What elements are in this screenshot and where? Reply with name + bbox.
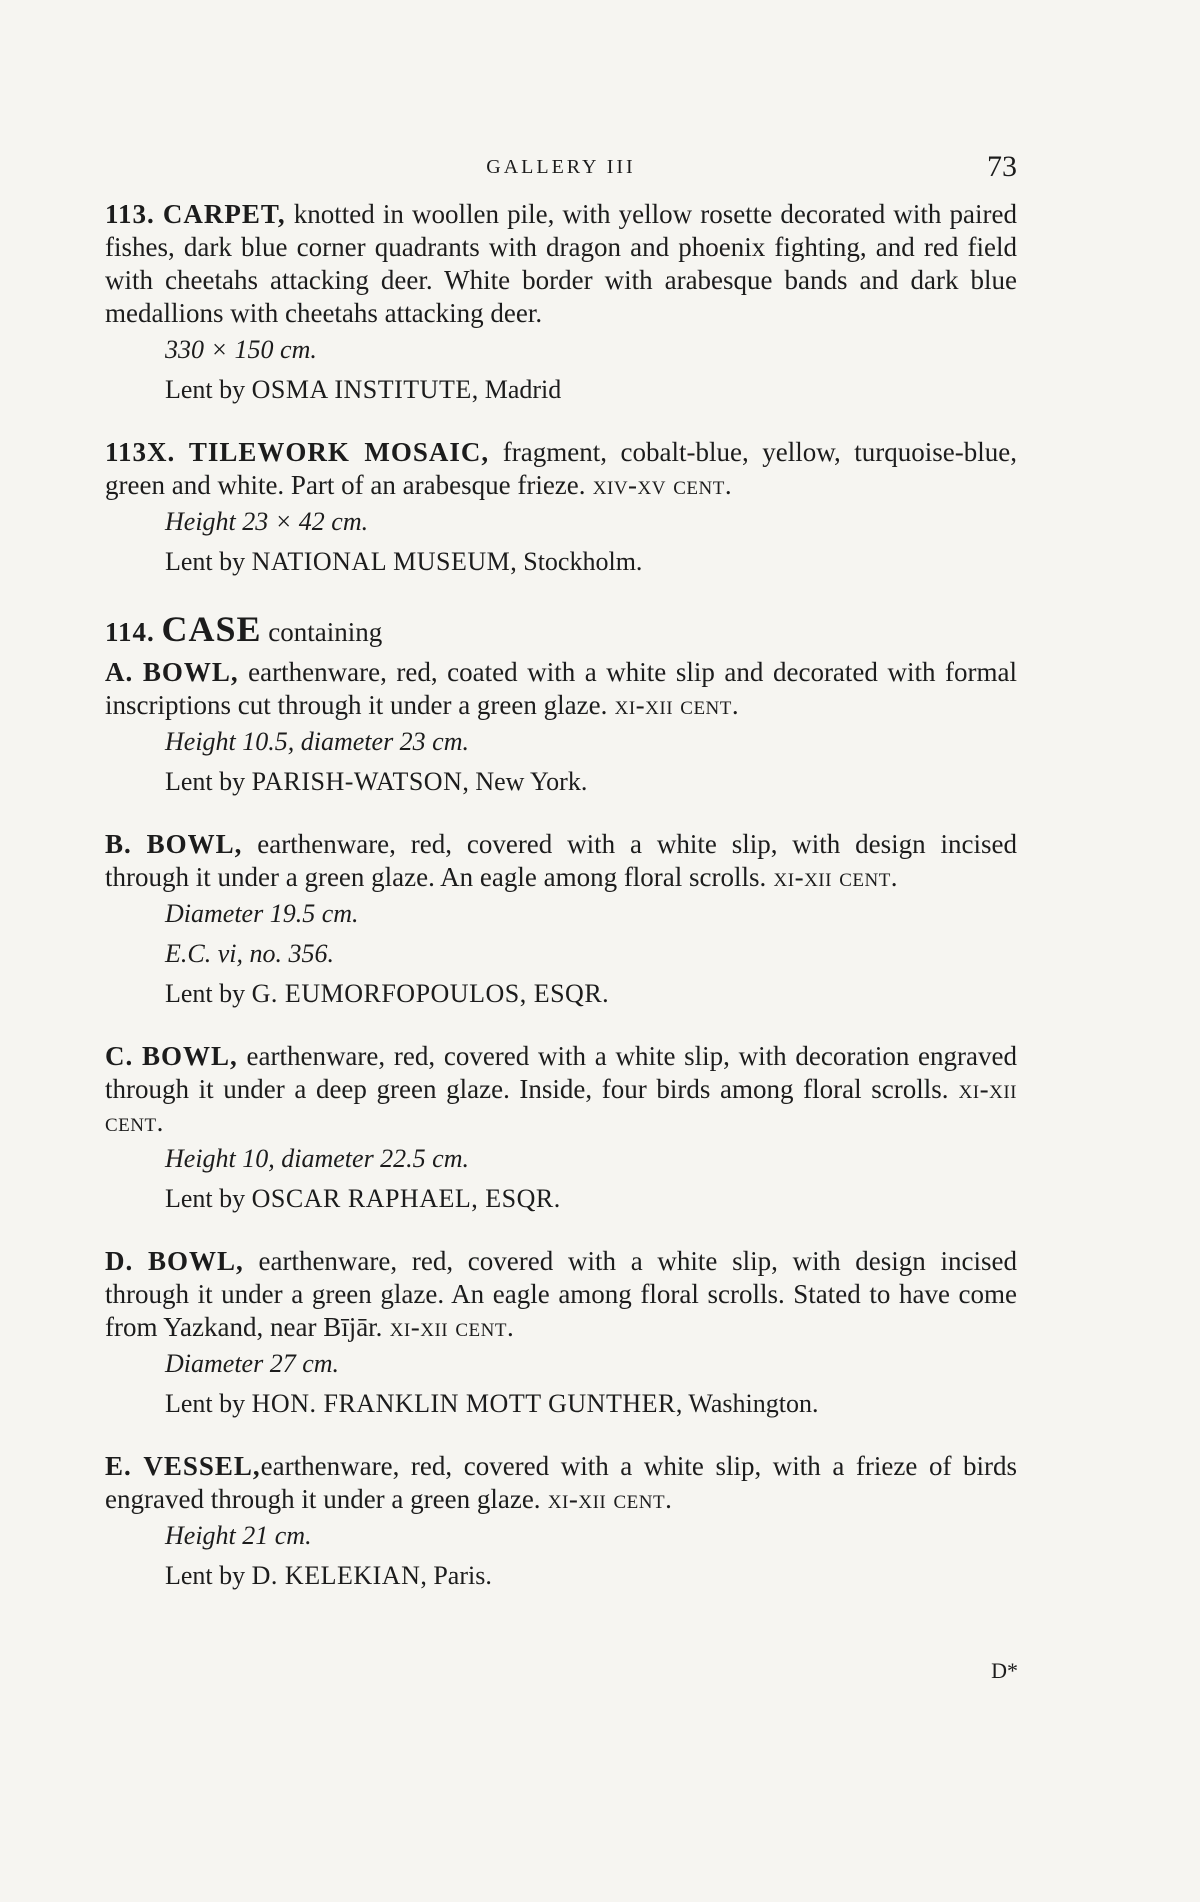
item-lender-line — [165, 1556, 1017, 1596]
case-text: containing — [261, 617, 383, 647]
item-name: BOWL, — [147, 1246, 244, 1276]
lender-name: NATIONAL MUSEUM — [251, 547, 511, 576]
item-dimensions: Height 21 cm. — [165, 1521, 312, 1550]
entry-113 — [105, 198, 1017, 410]
case-item-d — [105, 1245, 1017, 1424]
entry-number: 113. — [105, 199, 155, 229]
lent-by-label: Lent by — [165, 979, 252, 1008]
item-letter: E. — [105, 1451, 132, 1481]
lender-name: D. KELEKIAN — [251, 1561, 421, 1590]
lender-name: G. EUMORFOPOULOS, ESQR. — [251, 979, 610, 1008]
lent-by-label: Lent by — [165, 375, 252, 404]
lender-place: , Madrid — [471, 375, 562, 404]
lender-name: OSMA INSTITUTE — [251, 375, 472, 404]
lent-by-label: Lent by — [165, 1184, 252, 1213]
item-description — [105, 656, 1017, 722]
item-text: earthenware, red, covered with a white slip, with design incised through it under a green glaze. An eagle among floral scrolls. — [105, 829, 1017, 892]
case-heading — [105, 608, 1017, 650]
entry-dimensions: 330 × 150 cm. — [165, 335, 317, 364]
item-lender-line — [165, 1384, 1017, 1424]
item-date: xi-xii cent. — [766, 862, 899, 892]
lent-by-label: Lent by — [165, 1389, 252, 1418]
item-dimensions: Diameter 19.5 cm. — [165, 899, 359, 928]
item-letter: C. — [105, 1041, 134, 1071]
entry-description — [105, 198, 1017, 330]
item-text: earthenware, red, covered with a white slip, with a frieze of birds engraved through it under a green glaze. — [105, 1451, 1018, 1514]
case-number: 114. — [105, 617, 155, 647]
item-reference: E.C. vi, no. 356. — [165, 939, 334, 968]
item-name: VESSEL, — [143, 1451, 261, 1481]
lent-by-label: Lent by — [165, 767, 252, 796]
item-lender-line — [165, 762, 1017, 802]
entry-name: CARPET, — [162, 199, 286, 229]
item-text: earthenware, red, covered with a white slip, with design incised through it under a green glaze. An eagle among floral scrolls. Stated to have come from Yazkand, near Bījār. — [105, 1246, 1018, 1342]
case-item-a — [105, 656, 1017, 802]
item-dimensions: Height 10.5, diameter 23 cm. — [165, 727, 470, 756]
entry-date: xiv-xv cent. — [585, 470, 733, 500]
case-item-c — [105, 1040, 1017, 1219]
entry-lender-line — [165, 542, 1017, 582]
item-description — [105, 1040, 1017, 1139]
item-date: xi-xii cent. — [105, 1074, 1018, 1137]
lender-place: , New York. — [462, 767, 588, 796]
item-letter: B. — [105, 829, 132, 859]
entry-text: fragment, cobalt-blue, yellow, turquoise-blue, green and white. Part of an arabesque frieze. — [105, 437, 1018, 500]
page-number: 73 — [987, 150, 1017, 183]
running-title: GALLERY III — [486, 156, 636, 178]
item-text: earthenware, red, coated with a white slip and decorated with formal inscriptions cut through it under a green glaze. — [105, 657, 1018, 720]
item-name: BOWL, — [141, 1041, 238, 1071]
item-lender-line — [165, 1179, 1017, 1219]
item-description — [105, 1245, 1017, 1344]
item-date: xi-xii cent. — [540, 1484, 673, 1514]
entry-text: knotted in woollen pile, with yellow rosette decorated with paired fishes, dark blue corner quadrants with dragon and phoenix fighting, and red field with cheetahs attacking deer. White border with arabesque bands and dark blue medallions with cheetahs attacking deer. — [105, 199, 1018, 328]
item-name: BOWL, — [146, 829, 243, 859]
catalogue-page — [105, 150, 1017, 1622]
lender-place: , Stockholm. — [510, 547, 643, 576]
item-name: BOWL, — [142, 657, 239, 687]
lender-name: HON. FRANKLIN MOTT GUNTHER — [251, 1389, 676, 1418]
lender-name: OSCAR RAPHAEL, ESQR. — [251, 1184, 561, 1213]
case-name: CASE — [161, 609, 262, 649]
lent-by-label: Lent by — [165, 547, 252, 576]
signature-mark: D* — [991, 1658, 1018, 1683]
entry-lender-line — [165, 370, 1017, 410]
item-letter: A. — [105, 657, 134, 687]
item-lender-line — [165, 974, 1017, 1014]
entry-113x — [105, 436, 1017, 582]
item-text: earthenware, red, covered with a white slip, with decoration engraved through it under a deep green glaze. Inside, four birds among floral scrolls. — [105, 1041, 1017, 1104]
entry-name: TILEWORK MOSAIC, — [188, 437, 490, 467]
entry-number: 113X. — [105, 437, 176, 467]
item-date: xi-xii cent. — [607, 690, 740, 720]
lender-place: , Paris. — [420, 1561, 492, 1590]
case-item-b — [105, 828, 1017, 1014]
entry-dimensions: Height 23 × 42 cm. — [165, 507, 369, 536]
entry-description — [105, 436, 1017, 502]
item-dimensions: Diameter 27 cm. — [165, 1349, 340, 1378]
lent-by-label: Lent by — [165, 1561, 252, 1590]
lender-name: PARISH-WATSON — [251, 767, 463, 796]
running-head — [105, 150, 1017, 190]
lender-place: , Washington. — [675, 1389, 819, 1418]
item-dimensions: Height 10, diameter 22.5 cm. — [165, 1144, 470, 1173]
item-description — [105, 1450, 1017, 1516]
item-description — [105, 828, 1017, 894]
case-item-e — [105, 1450, 1017, 1596]
item-letter: D. — [105, 1246, 134, 1276]
item-date: xi-xii cent. — [382, 1312, 515, 1342]
